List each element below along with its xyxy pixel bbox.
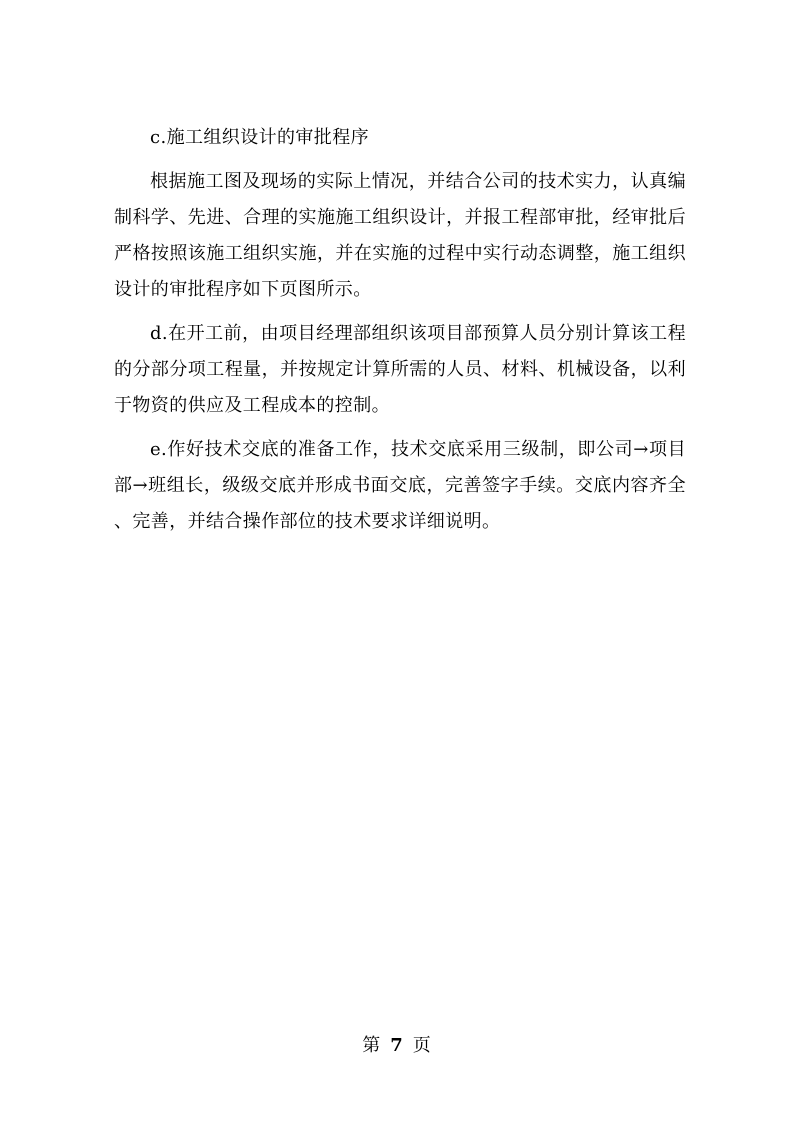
document-body [114,120,686,540]
paragraph-c-heading: c.施工组织设计的审批程序 [150,127,370,148]
paragraph-e-body: e.作好技术交底的准备工作，技术交底采用三级制，即公司→项目部→班组长，级级交底并形成书面交底，完善签字手续。交底内容齐全、完善，并结合操作部位的技术要求详细说明。 [114,439,686,532]
paragraph-d-body: d.在开工前，由项目经理部组织该项目部预算人员分别计算该工程的分部分项工程量，并按规定计算所需的人员、材料、机械设备，以利于物资的供应及工程成本的控制。 [114,323,686,416]
footer-suffix: 页 [412,1035,431,1056]
footer-prefix: 第 [362,1035,381,1056]
page-footer [0,1034,793,1058]
page-number: 7 [390,1035,403,1056]
paragraph-c-body: 根据施工图及现场的实际上情况，并结合公司的技术实力，认真编制科学、先进、合理的实施施工组织设计，并报工程部审批，经审批后严格按照该施工组织实施，并在实施的过程中实行动态调整，施工组织设计的审批程序如下页图所示。 [114,171,686,300]
